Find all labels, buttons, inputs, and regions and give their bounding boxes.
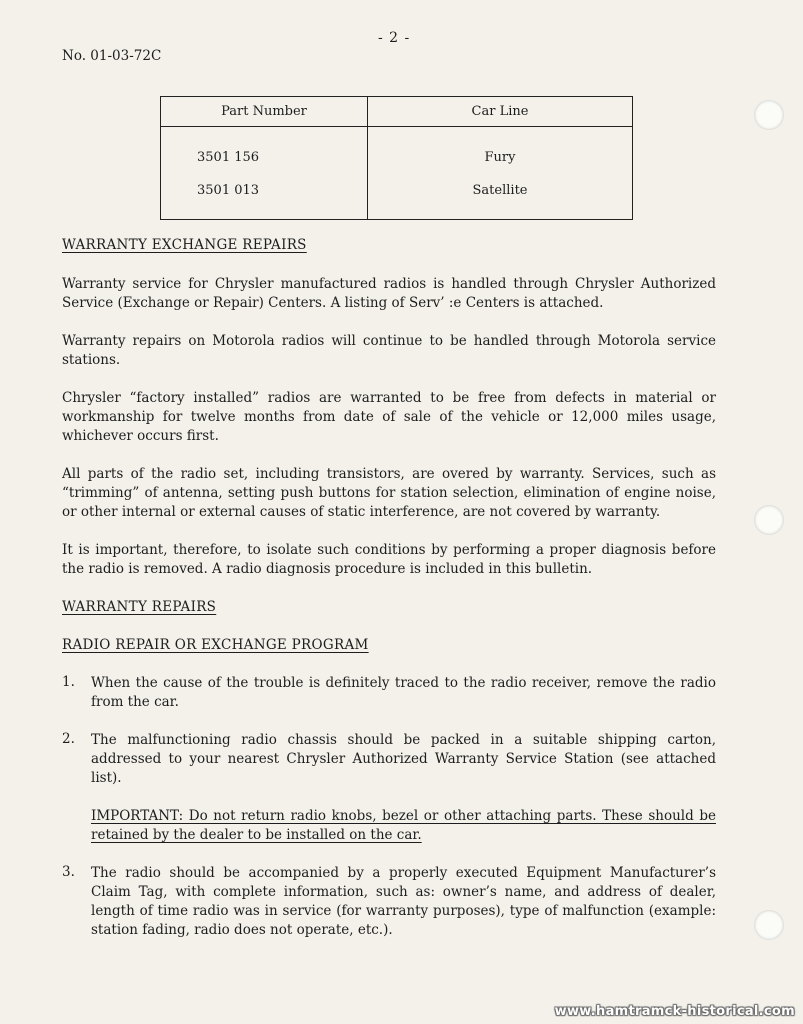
table-header-row (161, 97, 633, 127)
paragraph-service-centers: Warranty service for Chrysler manufactured radios is handled through Chrysler Authorized Service (Exchange or Repair) Centers. A listing of Serv’ :e Centers is attached. (62, 276, 716, 311)
punch-hole (754, 100, 784, 130)
column-header-part-number: Part Number (161, 97, 368, 127)
step-1-text: When the cause of the trouble is definitely traced to the radio receiver, remove the radio from the car. (91, 675, 716, 710)
table-row (161, 127, 633, 182)
column-header-car-line: Car Line (368, 97, 633, 127)
step-1-number: 1. (62, 674, 75, 690)
warranty-repairs-heading: WARRANTY REPAIRS (62, 599, 217, 615)
paragraph-coverage: All parts of the radio set, including transistors, are overed by warranty. Services, such as “trimming” of antenna, setting push buttons for station selection, elimination of engine noise, or other internal or external causes of static interference, are not covered by warranty. (62, 466, 716, 520)
paragraph-warranty-terms: Chrysler “factory installed” radios are warranted to be free from defects in material or workmanship for twelve months from date of sale of the vehicle or 12,000 miles usage, whichever occurs first. (62, 390, 716, 444)
paragraph-motorola: Warranty repairs on Motorola radios will continue to be handled through Motorola service stations. (62, 333, 716, 368)
punch-hole (754, 505, 784, 535)
part-number-cell: 3501 013 (161, 181, 368, 220)
step-3-number: 3. (62, 864, 75, 880)
paragraph-diagnosis: It is important, therefore, to isolate such conditions by performing a proper diagnosis before the radio is removed. A radio diagnosis procedure is included in this bulletin. (62, 542, 716, 577)
step-2-text: The malfunctioning radio chassis should be packed in a suitable shipping carton, addressed to your nearest Chrysler Authorized Warranty Service Station (see attached list). (91, 732, 716, 786)
step-2-number: 2. (62, 731, 75, 747)
important-note: IMPORTANT: Do not return radio knobs, bezel or other attaching parts. These should be retained by the dealer to be installed on the car. (91, 808, 716, 843)
program-heading: RADIO REPAIR OR EXCHANGE PROGRAM (62, 637, 369, 653)
page-number: - 2 - (378, 30, 411, 46)
part-number-cell: 3501 156 (161, 127, 368, 182)
car-line-cell: Satellite (472, 183, 528, 198)
warranty-exchange-heading: WARRANTY EXCHANGE REPAIRS (62, 237, 307, 253)
punch-hole (754, 910, 784, 940)
document-number: No. 01-03-72C (62, 48, 162, 64)
table-row (161, 181, 633, 220)
watermark: www.hamtramck-historical.com (554, 1004, 795, 1019)
parts-table (160, 96, 633, 220)
car-line-cell: Fury (484, 149, 516, 165)
step-3-text: The radio should be accompanied by a properly executed Equipment Manufacturer’s Claim Tag, with complete information, such as: owner’s name, and address of dealer, length of time radio was in service (for warranty purposes), type of malfunction (example: station fading, radio does not operate, etc.). (91, 865, 716, 938)
